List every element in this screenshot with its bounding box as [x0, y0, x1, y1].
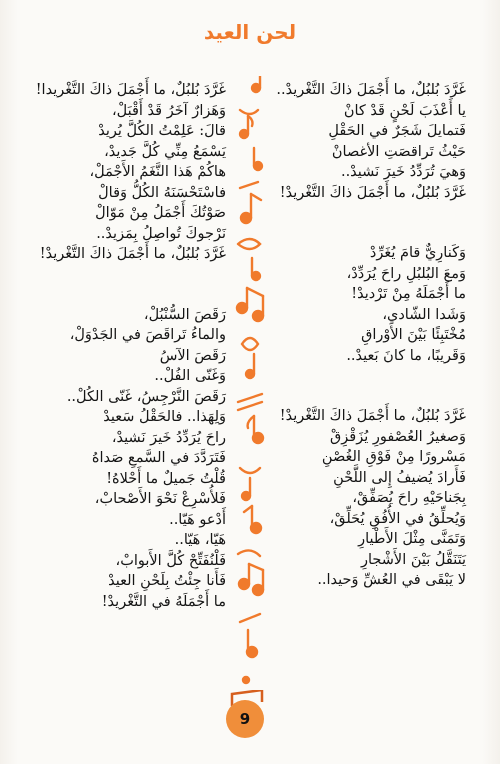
- verse-line: وَصغيرُ العُصْفورِ يُزَقْزِقْ: [330, 428, 466, 445]
- verse-line: قُلْتُ جَميلٌ ما أَحْلاهُ!: [106, 470, 226, 487]
- verse-line: أَدْعو هَيّا..: [169, 511, 226, 528]
- page-number: 9: [226, 700, 264, 738]
- right-column: [276, 80, 466, 591]
- verse-line: لا يَبْقَى في العُشِّ وَحيدا..: [317, 572, 466, 588]
- verse-line: وَشَدا الشّادي،: [382, 306, 466, 323]
- music-notes-divider-icon: [228, 76, 272, 696]
- verse-line: وَغَنّى الفُلْ..: [154, 368, 226, 384]
- verse-line: فَتَرَدَّدَ في السَّمعِ صَداهُ: [91, 450, 226, 466]
- verse-line: فَأَرادَ يُضيفُ إِلى اللَّحْنِ: [333, 469, 466, 486]
- verse-line: وَهيَ تُرَدِّدُ خَيرَ نَشيدْ..: [340, 164, 466, 180]
- verse-line: غَرَّدَ بُلبُلٌ، ما أَجْمَلَ ذاكَ التَّغْريدْ..: [276, 82, 466, 98]
- verse-line: وَتَمَنَّى مِثْلَ الأَطْيارِ: [358, 531, 466, 547]
- left-column: [24, 80, 226, 612]
- verse-line: فَلْنُفَتِّحْ كُلَّ الأَبوابْ،: [115, 552, 226, 569]
- verse-line: رَقَصَ الآسُ: [159, 347, 226, 364]
- verse-line: وَكَنارِيٌّ قامَ يُغَرِّدْ: [369, 245, 466, 261]
- verse-line: فاسْتَحْسَنَهُ الكُلُّ وَقالْ: [98, 184, 226, 201]
- verse-line: هَيّا، هَيّا..: [174, 532, 226, 548]
- verse-line: صَوْتُكَ أَجْمَلُ مِنْ مَوّالْ: [95, 205, 226, 221]
- verse-line: رَقَصَ السُّنْبُلْ،: [143, 306, 226, 323]
- verse-line: بِجَناحَيْهِ راحَ يُصَفِّقْ،: [352, 490, 466, 506]
- verse-line: غَرَّدَ بُلبُلٌ، ما أَجْمَلَ ذاكَ التَّغْريدْ!: [39, 246, 226, 262]
- verse-line: رَقَصَ النَّرْجِسُ، غَنّى الكُلْ..: [66, 388, 226, 405]
- verse-line: وَلِهَذا.. فالحَقْلُ سَعيدْ: [103, 409, 226, 425]
- verse-line: ما أَجْمَلَهُ مِنْ تَرْديدْ!: [351, 286, 466, 302]
- verse-line: وَقَريبًا، ما كانَ بَعيدْ..: [346, 347, 466, 364]
- page-number-badge: [226, 690, 272, 736]
- verse-line: والماءُ تَراقَصَ في الجَدْوَلْ،: [69, 327, 226, 343]
- verse-line: مَسْرورًا مِنْ فَوْقِ الغُصْنِ: [321, 449, 466, 465]
- verse-line: وَمعَ البُلبُلِ راحَ يُرَدِّدْ،: [346, 265, 466, 282]
- verse-line: فَأَنا جِئْتُ بِلَحْنِ العيدْ: [108, 573, 226, 589]
- verse-line: يا أَعْذَبَ لَحْنٍ قَدْ كانْ: [343, 102, 466, 119]
- verse-line: وَيُحلِّقُ في الأُفُقِ يُحَلِّقْ،: [329, 510, 466, 527]
- verse-line: راحَ يُرَدِّدُ خَيرَ نَشيدْ،: [111, 429, 226, 446]
- verse-line: مُخْتَبِئًا بَيْنَ الأَوْراقِ: [361, 327, 466, 343]
- verse-line: هاكُمْ هَذا النَّغَمُ الأَجْمَلْ،: [89, 164, 226, 180]
- verse-line: غَرَّدَ بُلبُلٌ، ما أَجْمَلَ ذاكَ التَّغْريدْ!: [279, 408, 466, 424]
- verse-line: نَرْجوكَ تُواصِلُ بِمَزيدْ..: [96, 225, 226, 242]
- verse-line: ما أَجْمَلَهُ في التَّغْريدْ!: [101, 593, 226, 610]
- verse-line: يَسْمَعُ مِنِّي كُلَّ جَديدْ،: [104, 143, 226, 160]
- verse-line: فَلأُسْرِعْ نَحْوَ الأَصْحابْ،: [94, 491, 226, 507]
- verse-line: غَرَّدَ بُلبُلٌ، ما أَجْمَلَ ذاكَ التَّغْريدا!: [35, 82, 226, 98]
- verse-line: قالَ: عَلِمْتُ الكُلَّ يُريدْ: [98, 123, 226, 139]
- verse-line: فَتمايلَ شَجَرٌ في الحَقْلِ: [328, 123, 466, 139]
- poem-title: لحن العيد: [203, 20, 297, 44]
- verse-line: وَهَزارٌ آخَرُ قَدْ أَقْبَلْ،: [111, 102, 226, 119]
- verse-line: غَرَّدَ بُلبُلٌ، ما أَجْمَلَ ذاكَ التَّغْريدْ!: [279, 184, 466, 201]
- verse-line: يَتَنَقَّلُ بَيْنَ الأَشْجارِ: [361, 551, 466, 568]
- verse-line: حَيْثُ تَراقصَتِ الأغصانْ: [331, 143, 466, 160]
